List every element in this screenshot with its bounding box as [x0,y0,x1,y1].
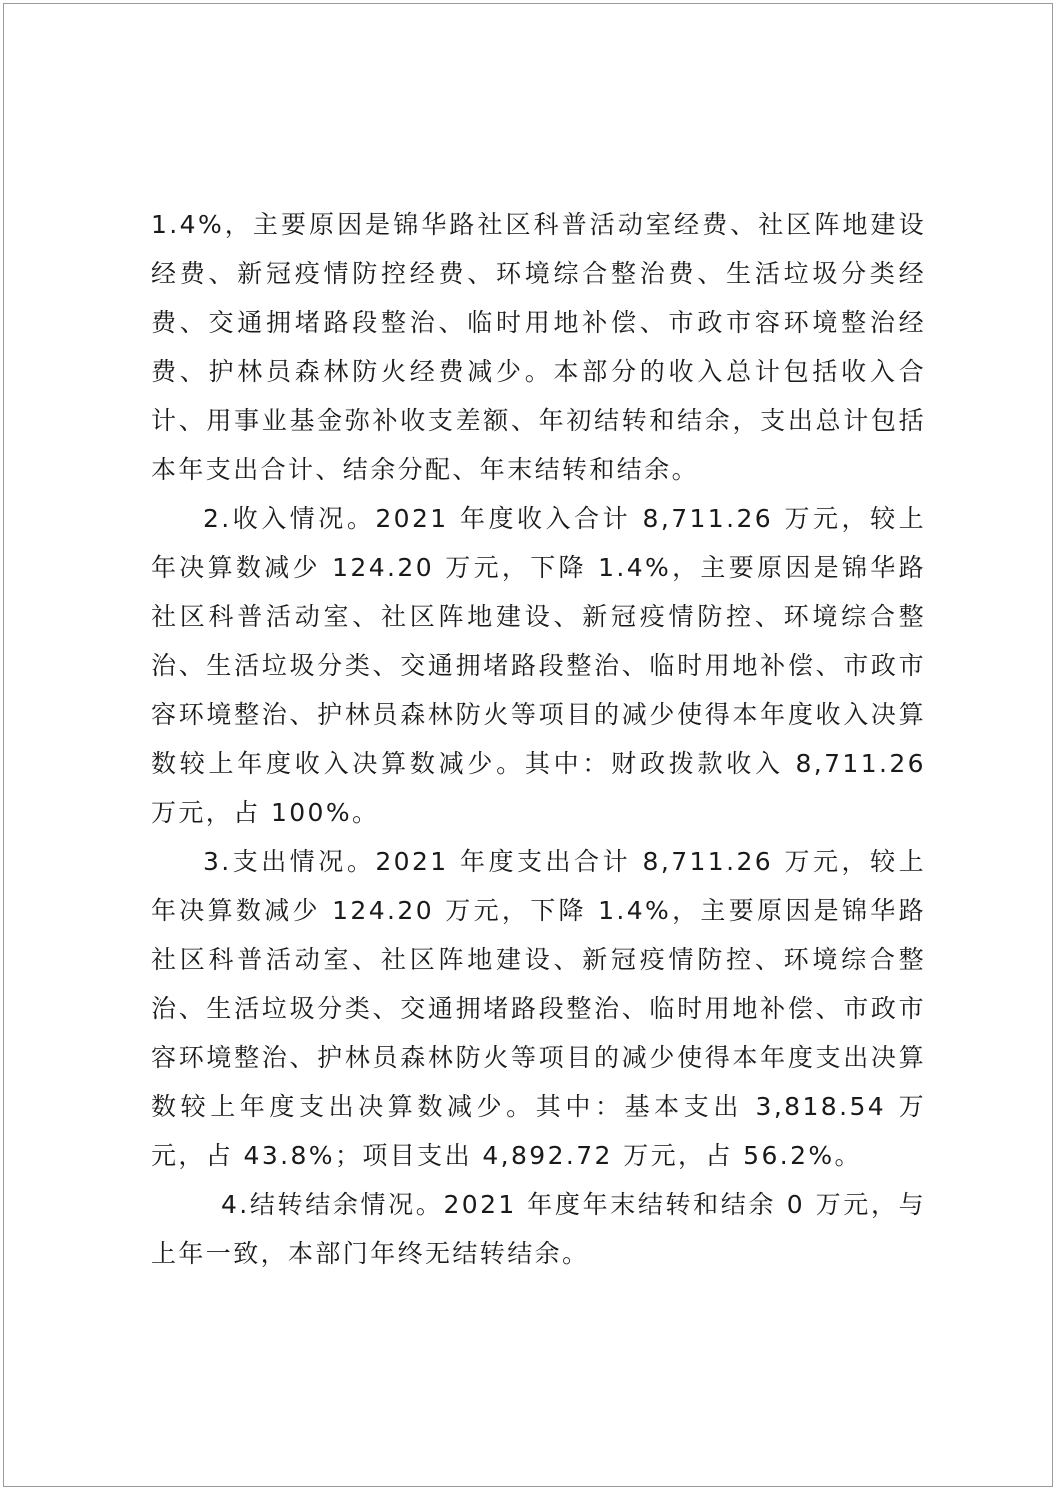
document-page [3,3,1053,1487]
document-body [151,200,926,1278]
paragraph-overview-continuation: 1.4%，主要原因是锦华路社区科普活动室经费、社区阵地建设经费、新冠疫情防控经费、环境综合整治费、生活垃圾分类经费、交通拥堵路段整治、临时用地补偿、市政市容环境整治经费、护林员森林防火经费减少。本部分的收入总计包括收入合计、用事业基金弥补收支差额、年初结转和结余，支出总计包括本年支出合计、结余分配、年末结转和结余。 [151,210,926,484]
paragraph-carryover: 4.结转结余情况。2021 年度年末结转和结余 0 万元，与上年一致，本部门年终无结转结余。 [151,1190,926,1268]
paragraph-income: 2.收入情况。2021 年度收入合计 8,711.26 万元，较上年决算数减少 124.20 万元，下降 1.4%，主要原因是锦华路社区科普活动室、社区阵地建设、新冠疫情防控、环境综合整治、生活垃圾分类、交通拥堵路段整治、临时用地补偿、市政市容环境整治、护林员森林防火等项目的减少使得本年度收入决算数较上年度收入决算数减少。其中：财政拨款收入 8,711.26 万元，占 100%。 [151,504,926,827]
paragraph-expenditure: 3.支出情况。2021 年度支出合计 8,711.26 万元，较上年决算数减少 124.20 万元，下降 1.4%，主要原因是锦华路社区科普活动室、社区阵地建设、新冠疫情防控、环境综合整治、生活垃圾分类、交通拥堵路段整治、临时用地补偿、市政市容环境整治、护林员森林防火等项目的减少使得本年度支出决算数较上年度支出决算数减少。其中：基本支出 3,818.54 万元，占 43.8%；项目支出 4,892.72 万元，占 56.2%。 [151,847,926,1170]
